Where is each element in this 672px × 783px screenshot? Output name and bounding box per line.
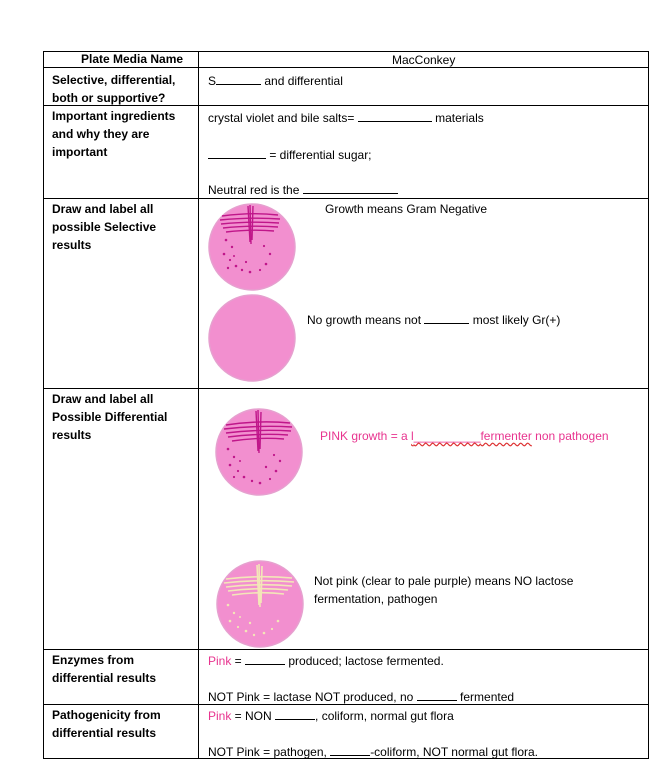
- enzymes-line-1: Pink = produced; lactose fermented.: [208, 654, 444, 668]
- label-enzymes: Enzymes from differential results: [52, 653, 157, 685]
- label-selective-differential: Selective, differential, both or supportive?: [52, 73, 176, 105]
- header-macconkey: MacConkey: [392, 53, 456, 67]
- pink-growth-plate-drawing: [214, 407, 304, 497]
- media-table: [43, 51, 649, 759]
- header-plate-media-name: Plate Media Name: [81, 52, 184, 66]
- blank[interactable]: [330, 743, 370, 756]
- non-pink-growth-plate-drawing: [214, 559, 306, 649]
- label-pathogenicity: Pathogenicity from differential results: [52, 708, 161, 740]
- row-divider: [44, 388, 648, 389]
- selective-growth-plate-drawing: [206, 202, 298, 292]
- enzymes-line-2: NOT Pink = lactase NOT produced, no fermented: [208, 690, 515, 704]
- not-pink-label-2: fermentation, pathogen: [314, 592, 438, 606]
- column-divider: [198, 52, 199, 758]
- row-divider: [44, 649, 648, 650]
- no-growth-label: No growth means not most likely Gr(+): [307, 313, 561, 327]
- pink-growth-label: PINK growth = a l__________fermenter non pathogen: [320, 429, 609, 443]
- pathogenicity-line-1: Pink = NON , coliform, normal gut flora: [208, 709, 454, 723]
- blank[interactable]: [358, 109, 432, 122]
- pathogenicity-line-2: NOT Pink = pathogen, -coliform, NOT normal gut flora.: [208, 745, 539, 759]
- blank[interactable]: [424, 311, 469, 324]
- blank[interactable]: [275, 707, 315, 720]
- row-divider: [44, 198, 648, 199]
- no-growth-plate-drawing: [206, 293, 298, 383]
- answer-selective: S and differential: [208, 74, 343, 88]
- ingredients-line-2: = differential sugar;: [208, 146, 372, 163]
- not-pink-label-1: Not pink (clear to pale purple) means NO lactose: [314, 574, 574, 588]
- blank[interactable]: [417, 688, 457, 701]
- blank[interactable]: [216, 72, 261, 85]
- label-important-ingredients: Important ingredients and why they are important: [52, 109, 176, 159]
- label-differential-results: Draw and label all Possible Differential results: [52, 392, 168, 442]
- label-selective-results: Draw and label all possible Selective results: [52, 202, 157, 252]
- ingredients-line-3: Neutral red is the: [208, 181, 398, 198]
- blank[interactable]: [208, 146, 266, 159]
- blank[interactable]: [245, 652, 285, 665]
- ingredients-line-1: crystal violet and bile salts= materials: [208, 111, 484, 125]
- blank[interactable]: [303, 181, 398, 194]
- growth-label: Growth means Gram Negative: [325, 202, 488, 216]
